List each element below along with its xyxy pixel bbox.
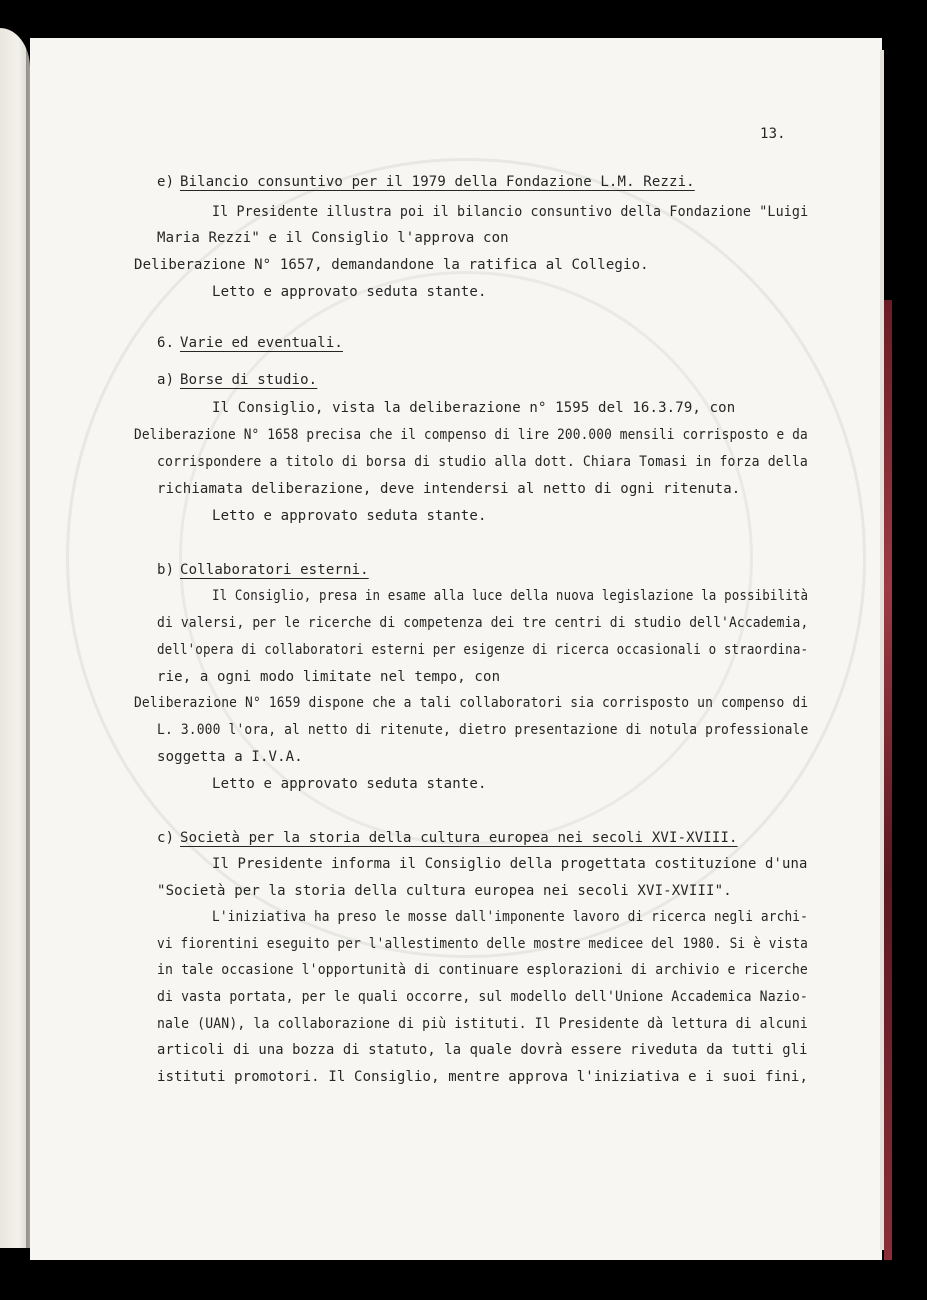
section-6-prefix: 6. [157, 335, 175, 351]
section-c-line: nale (UAN), la collaborazione di più istituti. Il Presidente dà lettura di alcuni [157, 1016, 808, 1032]
section-c-line: "Società per la storia della cultura europea nei secoli XVI-XVIII". [157, 883, 732, 899]
section-e-line: Maria Rezzi" e il Consiglio l'approva con [157, 230, 509, 246]
section-c-line: vi fiorentini eseguito per l'allestimento delle mostre medicee del 1980. Si è vista [157, 936, 809, 952]
section-b-line: Deliberazione N° 1659 dispone che a tali collaboratori sia corrisposto un compenso di [134, 695, 809, 711]
section-c-line: in tale occasione l'opportunità di continuare esplorazioni di archivio e ricerche [157, 962, 808, 978]
section-c-line: Il Presidente informa il Consiglio della progettata costituzione d'una [212, 856, 808, 872]
section-c-line: articoli di una bozza di statuto, la quale dovrà essere riveduta da tutti gli [157, 1042, 808, 1058]
section-e-line: Deliberazione N° 1657, demandandone la ratifica al Collegio. [134, 257, 649, 273]
section-e-line: Letto e approvato seduta stante. [212, 284, 487, 300]
section-b-line: di valersi, per le ricerche di competenza dei tre centri di studio dell'Accademia, [157, 615, 809, 631]
section-a-heading: Borse di studio. [180, 372, 318, 388]
section-b-line: Il Consiglio, presa in esame alla luce della nuova legislazione la possibilità [212, 588, 809, 604]
section-e-heading: Bilancio consuntivo per il 1979 della Fondazione L.M. Rezzi. [180, 174, 695, 190]
section-c-line: L'iniziativa ha preso le mosse dall'imponente lavoro di ricerca negli archi- [212, 909, 808, 925]
marbled-cover-edge [884, 300, 892, 1260]
section-a-line: richiamata deliberazione, deve intendersi al netto di ogni ritenuta. [157, 481, 741, 497]
section-b-line: rie, a ogni modo limitate nel tempo, con [157, 669, 501, 685]
section-a-line: Il Consiglio, vista la deliberazione n° 1595 del 16.3.79, con [212, 400, 736, 416]
section-6-heading: Varie ed eventuali. [180, 335, 343, 351]
section-a-line: Letto e approvato seduta stante. [212, 508, 487, 524]
section-b-heading: Collaboratori esterni. [180, 562, 369, 578]
section-a-prefix: a) [157, 372, 175, 388]
section-b-line: Letto e approvato seduta stante. [212, 776, 487, 792]
page-number: 13. [760, 126, 786, 142]
section-a-line: corrispondere a titolo di borsa di studio alla dott. Chiara Tomasi in forza della [157, 454, 808, 470]
section-c-line: istituti promotori. Il Consiglio, mentre approva l'iniziativa e i suoi fini, [157, 1069, 809, 1085]
section-b-prefix: b) [157, 562, 175, 578]
section-b-line: L. 3.000 l'ora, al netto di ritenute, dietro presentazione di notula professionale [157, 722, 809, 738]
section-e-prefix: e) [157, 174, 175, 190]
section-b-line: soggetta a I.V.A. [157, 749, 303, 765]
section-c-heading: Società per la storia della cultura europea nei secoli XVI-XVIII. [180, 830, 738, 846]
section-b-line: dell'opera di collaboratori esterni per esigenze di ricerca occasionali o straordina- [157, 642, 809, 658]
section-a-line: Deliberazione N° 1658 precisa che il compenso di lire 200.000 mensili corrisposto e da [134, 427, 808, 443]
section-e-line: Il Presidente illustra poi il bilancio consuntivo della Fondazione "Luigi [212, 204, 809, 220]
section-c-prefix: c) [157, 830, 175, 846]
section-c-line: di vasta portata, per le quali occorre, sul modello dell'Unione Accademica Nazio- [157, 989, 808, 1005]
